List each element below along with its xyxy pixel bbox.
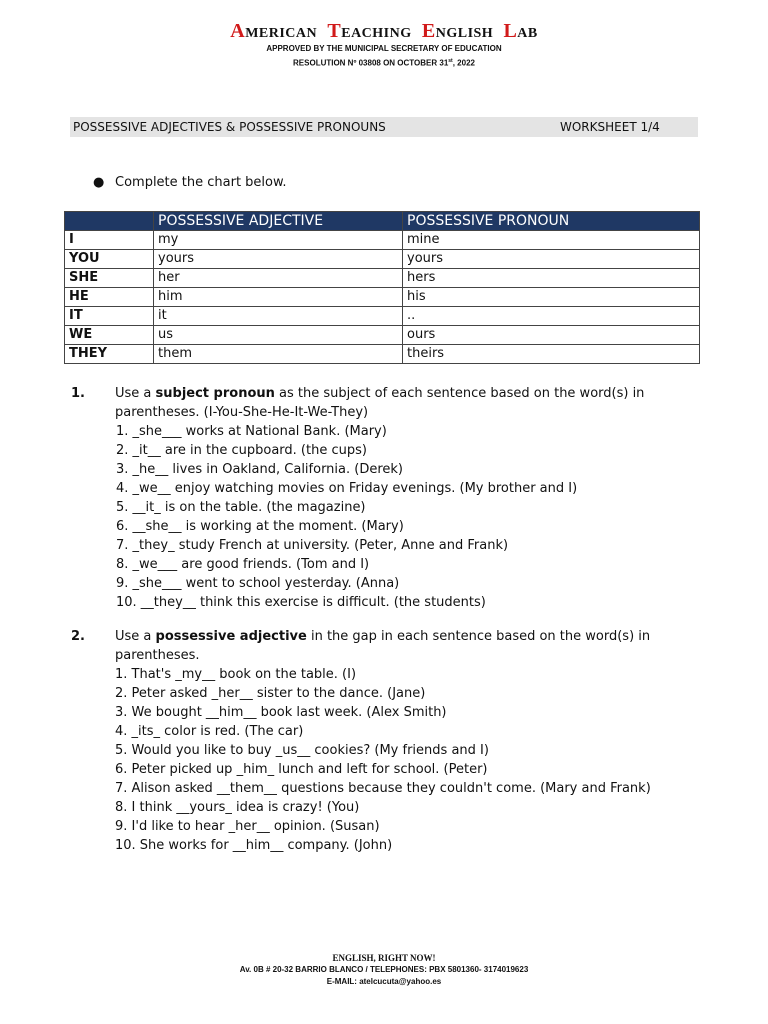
exercise-item: 4. _its_ color is red. (The car) xyxy=(115,724,304,739)
subject-pronoun-cell: HE xyxy=(65,288,154,307)
exercise-2-instructions: 2. Use a possessive adjective in the gap in each sentence based on the word(s) in parentheses. xyxy=(71,629,651,663)
bullet-icon: ● xyxy=(93,175,105,190)
worksheet-title-bar xyxy=(70,117,698,137)
exercise-item: 10. __they__ think this exercise is difficult. (the students) xyxy=(116,595,486,610)
page-footer xyxy=(0,952,768,988)
possessive-pronoun-cell: mine xyxy=(403,231,700,250)
possessive-pronoun-cell: his xyxy=(403,288,700,307)
approval-line: APPROVED BY THE MUNICIPAL SECRETARY OF EDUCATION xyxy=(266,44,502,53)
possessive-pronoun-cell: ours xyxy=(403,326,700,345)
chart-row xyxy=(65,326,700,345)
chart-header-cell xyxy=(65,212,154,231)
possessive-adjective-cell: them xyxy=(154,345,403,364)
exercise-item: 9. _she___ went to school yesterday. (Anna) xyxy=(116,576,400,591)
subject-pronoun-cell: THEY xyxy=(65,345,154,364)
exercise-item: 4. _we__ enjoy watching movies on Friday evenings. (My brother and I) xyxy=(116,481,578,496)
possessive-pronoun-cell: .. xyxy=(403,307,700,326)
exercise-item: 8. I think __yours_ idea is crazy! (You) xyxy=(115,800,360,815)
possessive-pronoun-cell: hers xyxy=(403,269,700,288)
chart-instruction: ● Complete the chart below. xyxy=(93,173,287,193)
exercise-item: 5. Would you like to buy _us__ cookies? (My friends and I) xyxy=(115,743,489,758)
exercise-item: 1. _she___ works at National Bank. (Mary) xyxy=(116,424,387,439)
possessive-adjective-cell: her xyxy=(154,269,403,288)
exercise-1 xyxy=(71,384,693,612)
exercise-item: 8. _we___ are good friends. (Tom and I) xyxy=(116,557,370,572)
exercise-item: 7. _they_ study French at university. (Peter, Anne and Frank) xyxy=(116,538,509,553)
brand-name xyxy=(0,20,768,43)
chart-header-cell: POSSESSIVE PRONOUN xyxy=(403,212,700,231)
exercise-item: 2. Peter asked _her__ sister to the dance. (Jane) xyxy=(115,686,426,701)
subject-pronoun-cell: WE xyxy=(65,326,154,345)
exercise-item: 9. I'd like to hear _her__ opinion. (Susan) xyxy=(115,819,380,834)
chart-header-row xyxy=(65,212,700,231)
letterhead xyxy=(0,20,768,70)
chart-row xyxy=(65,231,700,250)
exercise-item: 7. Alison asked __them__ questions because they couldn't come. (Mary and Frank) xyxy=(115,781,651,796)
exercise-item: 3. We bought __him__ book last week. (Alex Smith) xyxy=(115,705,447,720)
pronoun-chart xyxy=(64,211,700,364)
worksheet-topic: POSSESSIVE ADJECTIVES & POSSESSIVE PRONOUNS xyxy=(73,120,386,134)
exercise-item: 6. Peter picked up _him_ lunch and left for school. (Peter) xyxy=(115,762,488,777)
exercise-item: 6. __she__ is working at the moment. (Mary) xyxy=(116,519,404,534)
resolution-line: RESOLUTION Nº 03808 ON OCTOBER 31st, 2022 xyxy=(293,58,475,68)
chart-row xyxy=(65,307,700,326)
exercise-2 xyxy=(71,627,693,855)
possessive-pronoun-cell: yours xyxy=(403,250,700,269)
exercise-item: 2. _it__ are in the cupboard. (the cups) xyxy=(116,443,367,458)
worksheet-number: WORKSHEET 1/4 xyxy=(560,120,660,134)
possessive-adjective-cell: us xyxy=(154,326,403,345)
possessive-adjective-cell: yours xyxy=(154,250,403,269)
subject-pronoun-cell: IT xyxy=(65,307,154,326)
exercise-item: 1. That's _my__ book on the table. (I) xyxy=(115,667,357,682)
possessive-adjective-cell: my xyxy=(154,231,403,250)
exercise-2-list xyxy=(93,665,693,855)
chart-row xyxy=(65,269,700,288)
subject-pronoun-cell: I xyxy=(65,231,154,250)
exercise-1-instructions: 1. Use a subject pronoun as the subject of each sentence based on the word(s) in parentheses. (I-You-She-He-It-We-They) xyxy=(71,386,645,420)
subject-pronoun-cell: YOU xyxy=(65,250,154,269)
chart-row xyxy=(65,345,700,364)
brand-word: AMERICAN xyxy=(230,20,318,42)
footer-email: E-MAIL: atelcucuta@yahoo.es xyxy=(326,977,442,986)
exercise-item: 5. __it_ is on the table. (the magazine) xyxy=(116,500,366,515)
footer-address: Av. 0B # 20-32 BARRIO BLANCO / TELEPHONES: PBX 5801360- 3174019623 xyxy=(239,965,529,974)
brand-word: LAB xyxy=(503,20,538,42)
exercise-item: 3. _he__ lives in Oakland, California. (Derek) xyxy=(116,462,404,477)
chart-header-cell: POSSESSIVE ADJECTIVE xyxy=(154,212,403,231)
possessive-adjective-cell: it xyxy=(154,307,403,326)
exercise-item: 10. She works for __him__ company. (John) xyxy=(115,838,393,853)
subject-pronoun-cell: SHE xyxy=(65,269,154,288)
chart-row xyxy=(65,250,700,269)
chart-row xyxy=(65,288,700,307)
possessive-adjective-cell: him xyxy=(154,288,403,307)
brand-word: ENGLISH xyxy=(421,20,494,42)
brand-word: TEACHING xyxy=(327,20,412,42)
exercise-1-list xyxy=(93,422,693,612)
possessive-pronoun-cell: theirs xyxy=(403,345,700,364)
footer-slogan: ENGLISH, RIGHT NOW! xyxy=(332,953,436,963)
